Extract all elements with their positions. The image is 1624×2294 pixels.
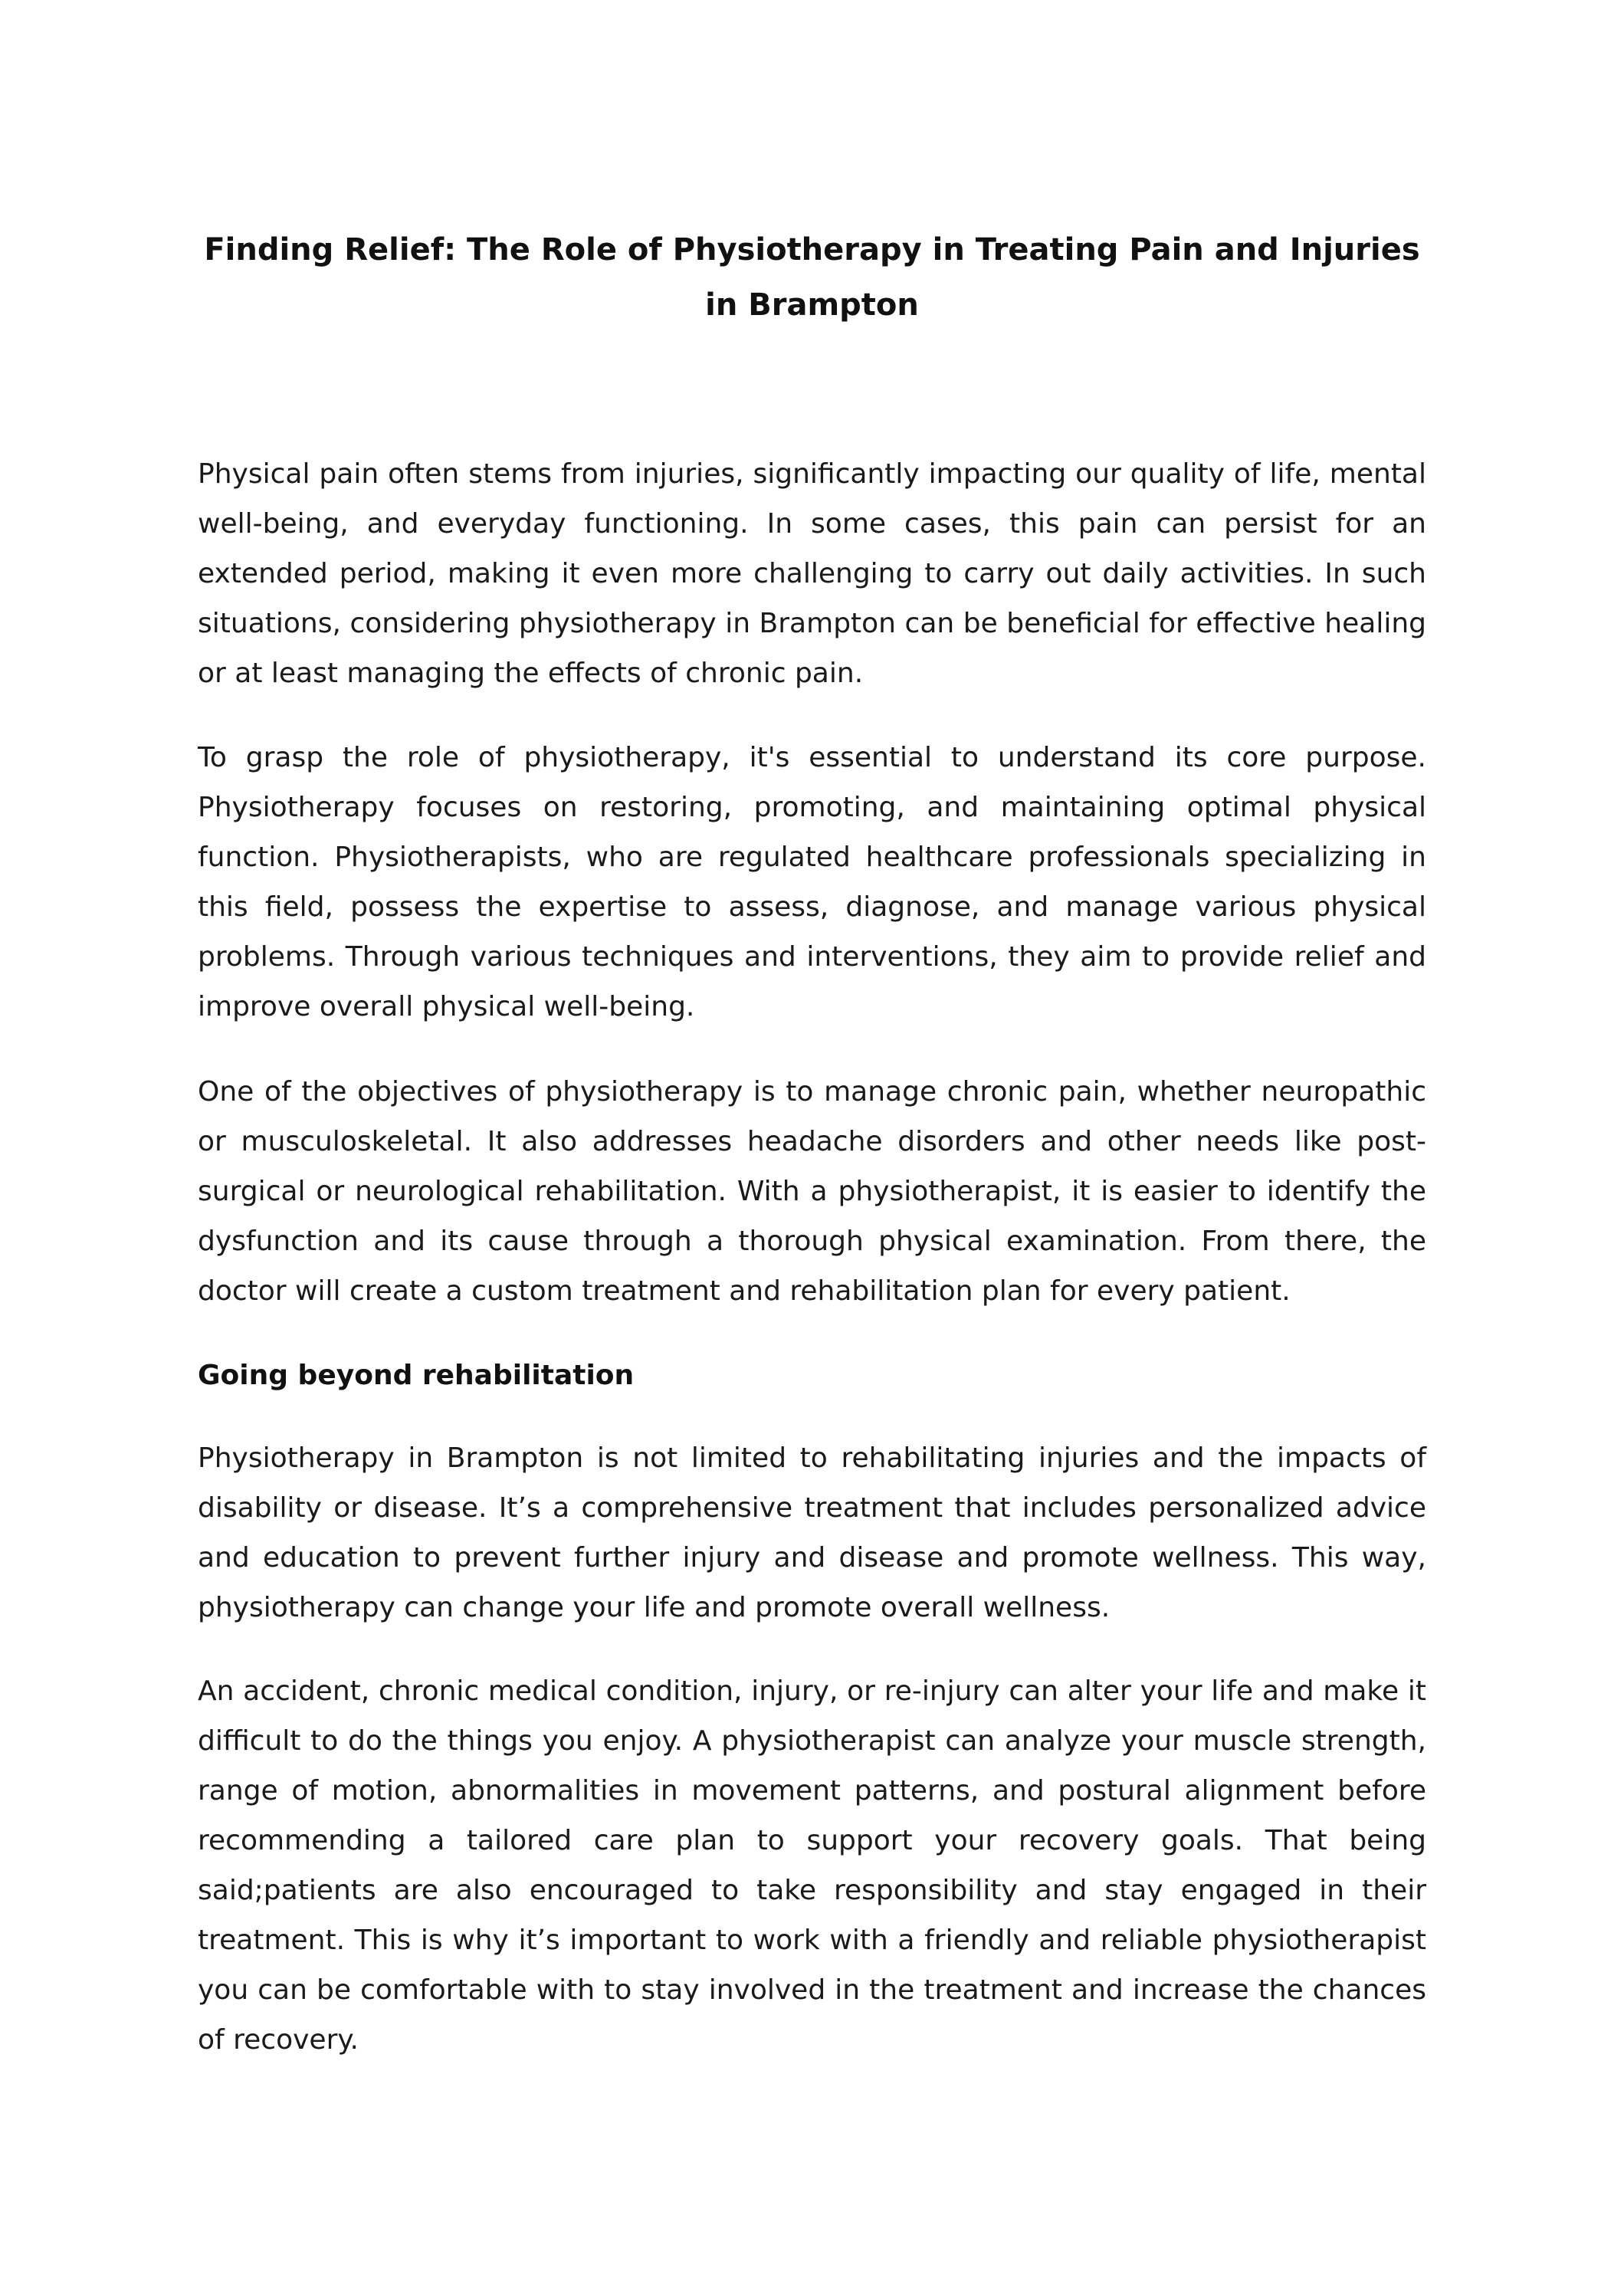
section-heading: Going beyond rehabilitation [198, 1360, 635, 1391]
paragraph-beyond-rehabilitation: Physiotherapy in Brampton is not limited to rehabilitating injuries and the impacts of disability or disease. It’s a comprehensive treatment that includes personalized advice and education to prevent further injury and disease and promote wellness. This way, physiotherapy can change your life and promote overall wellness. [198, 1442, 1426, 1623]
paragraph-objectives: One of the objectives of physiotherapy is to manage chronic pain, whether neuropathic or musculoskeletal. It also addresses headache disorders and other needs like post-surgical or neurological rehabilitation. With a physiotherapist, it is easier to identify the dysfunction and its cause through a thorough physical examination. From there, the doctor will create a custom treatment and rehabilitation plan for every patient. [198, 1076, 1426, 1307]
paragraph-physical-pain: Physical pain often stems from injuries, significantly impacting our quality of life, mental well-being, and everyday functioning. In some cases, this pain can persist for an extended period, making it even more challenging to carry out daily activities. In such situations, considering physiotherapy in Brampton can be beneficial for effective healing or at least managing the effects of chronic pain. [198, 458, 1426, 689]
document-title: Finding Relief: The Role of Physiotherapy in Treating Pain and Injuries in Brampton [204, 232, 1420, 323]
paragraph-recovery: An accident, chronic medical condition, injury, or re-injury can alter your life and make it difficult to do the things you enjoy. A physiotherapist can analyze your muscle strength, range of motion, abnormalities in movement patterns, and postural alignment before recommending a tailored care plan to support your recovery goals. That being said;patients are also encouraged to take responsibility and stay engaged in their treatment. This is why it’s important to work with a friendly and reliable physiotherapist you can be comfortable with to stay involved in the treatment and increase the chances of recovery. [198, 1675, 1426, 2056]
paragraph-role-of-physiotherapy: To grasp the role of physiotherapy, it's essential to understand its core purpose. Physiotherapy focuses on restoring, promoting, and maintaining optimal physical function. Physiotherapists, who are regulated healthcare professionals specializing in this field, possess the expertise to assess, diagnose, and manage various physical problems. Through various techniques and interventions, they aim to provide relief and improve overall physical well-being. [198, 742, 1426, 1022]
